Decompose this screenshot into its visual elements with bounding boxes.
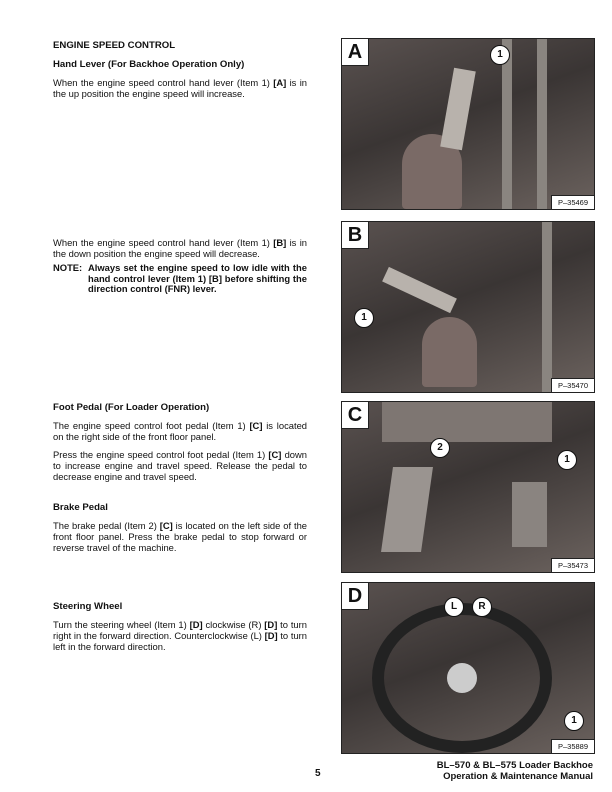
- part-number: P–35470: [551, 378, 594, 392]
- part-number: P–35473: [551, 558, 594, 572]
- figure-letter: B: [342, 222, 369, 249]
- callout: 1: [564, 711, 584, 731]
- hand-lever-up-text: When the engine speed control hand lever (Item 1) [A] is in the up position the engine speed will increase.: [53, 77, 308, 99]
- callout: 1: [557, 450, 577, 470]
- figure-b-photo: [341, 221, 595, 393]
- callout: L: [444, 597, 464, 617]
- note: NOTE: Always set the engine speed to low idle with the hand control lever (Item 1) [B] before shifting the direction control (FNR) lever.: [53, 262, 307, 294]
- hand-lever-heading: Hand Lever (For Backhoe Operation Only): [53, 59, 245, 70]
- figure-letter: C: [342, 402, 369, 429]
- brake-pedal-heading: Brake Pedal: [53, 502, 108, 513]
- callout: 1: [354, 308, 374, 328]
- figure-d-photo: [341, 582, 595, 754]
- part-number: P–35469: [551, 195, 594, 209]
- figure-letter: A: [342, 39, 369, 66]
- callout: R: [472, 597, 492, 617]
- hand-lever-down-text: When the engine speed control hand lever (Item 1) [B] is in the down position the engine speed will decrease.: [53, 237, 308, 259]
- steering-heading: Steering Wheel: [53, 601, 123, 612]
- part-number: P–35889: [551, 739, 594, 753]
- foot-pedal-text-2: Press the engine speed control foot pedal (Item 1) [C] down to increase engine and travel speed. Release the pedal to decrease engine and travel speed.: [53, 449, 307, 482]
- steering-text: Turn the steering wheel (Item 1) [D] clockwise (R) [D] to turn right in the forward direction. Counterclockwise (L) [D] to turn left in the forward direction.: [53, 619, 307, 652]
- callout: 1: [490, 45, 510, 65]
- foot-pedal-heading: Foot Pedal (For Loader Operation): [53, 402, 210, 413]
- figure-letter: D: [342, 583, 369, 610]
- footer-title: BL–570 & BL–575 Loader Backhoe Operation & Maintenance Manual: [436, 760, 593, 782]
- figure-c-photo: [341, 401, 595, 573]
- page-number: 5: [315, 768, 321, 779]
- foot-pedal-text-1: The engine speed control foot pedal (Item 1) [C] is located on the right side of the front floor panel.: [53, 420, 307, 442]
- section-title: ENGINE SPEED CONTROL: [53, 40, 176, 51]
- callout: 2: [430, 438, 450, 458]
- brake-pedal-text: The brake pedal (Item 2) [C] is located on the left side of the front floor panel. Press the brake pedal to stop forward or reverse travel of the machine.: [53, 520, 307, 553]
- figure-a-photo: [341, 38, 595, 210]
